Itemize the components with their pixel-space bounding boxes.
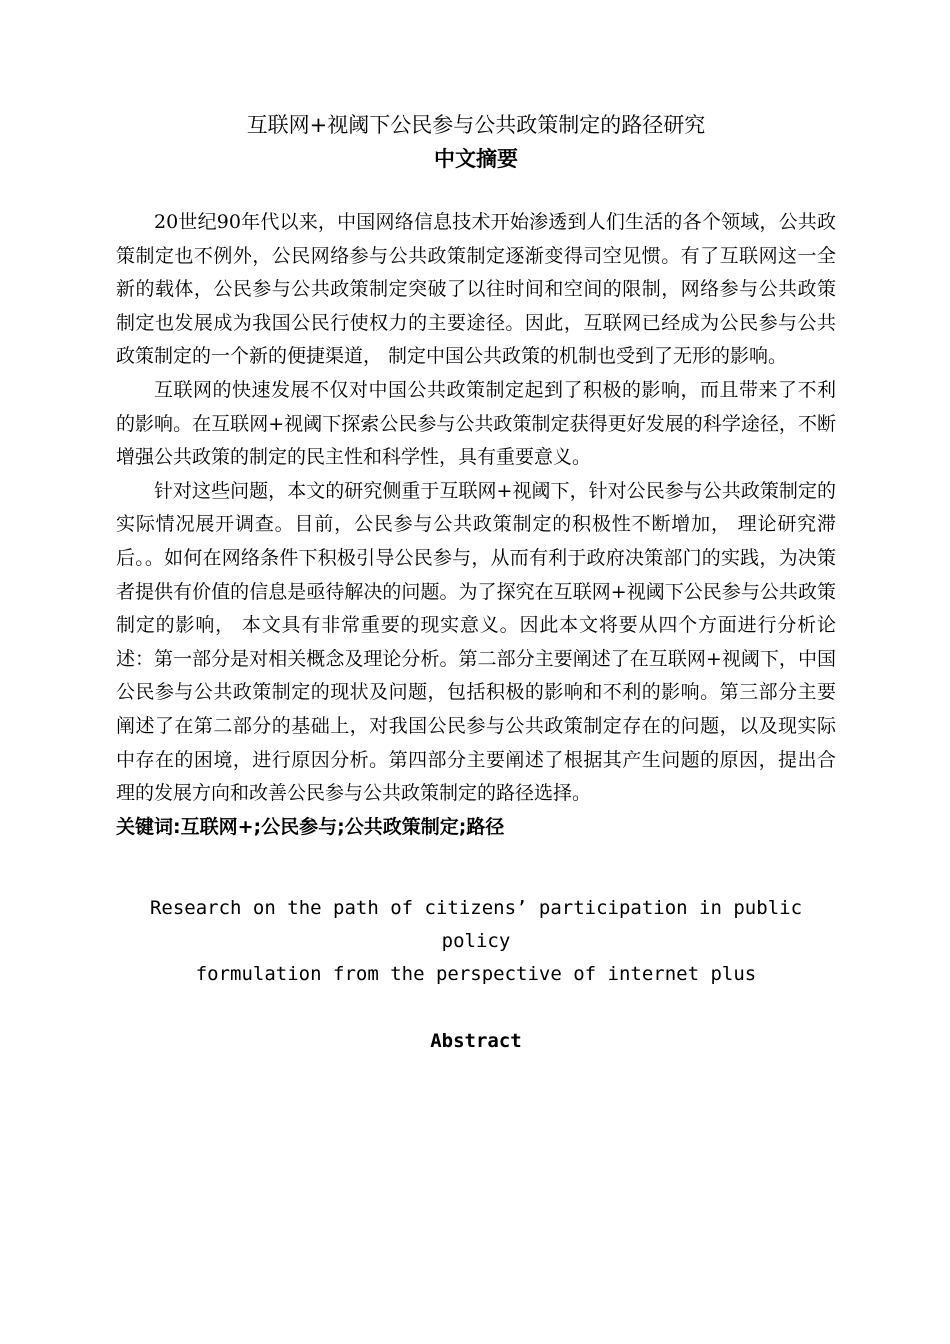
keywords-line: 关键词:互联网+;公民参与;公共政策制定;路径 <box>116 815 505 838</box>
abstract-paragraph-2: 互联网的快速发展不仅对中国公共政策制定起到了积极的影响，而且带来了不利的影响。在互联网+视阈下探索公民参与公共政策制定获得更好发展的科学途径，不断增强公共政策的制定的民主性和科学性，具有重要意义。 <box>116 378 836 469</box>
english-title-line-1: Research on the path of citizens’ participation in public policy <box>149 897 803 953</box>
chinese-title: 互联网+视阈下公民参与公共政策制定的路径研究 <box>246 113 706 137</box>
abstract-paragraph-3: 针对这些问题，本文的研究侧重于互联网+视阈下，针对公民参与公共政策制定的实际情况展开调查。目前，公民参与公共政策制定的积极性不断增加， 理论研究滞后。。如何在网络条件下积极引导公民参与，从而有利于政府决策部门的实践，为决策者提供有价值的信息是亟待解决的问题。为了探究在互联网+视阈下公民参与公共政策制定的影响， 本文具有非常重要的现实意义。因此本文将要从四个方面进行分析论述：第一部分是对相关概念及理论分析。第二部分主要阐述了在互联网+视阈下，中国公民参与公共政策制定的现状及问题，包括积极的影响和不利的影响。第三部分主要阐述了在第二部分的基础上，对我国公民参与公共政策制定存在的问题，以及现实际中存在的困境，进行原因分析。第四部分主要阐述了根据其产生问题的原因，提出合理的发展方向和改善公民参与公共政策制定的路径选择。 <box>116 479 836 805</box>
english-abstract-heading: Abstract <box>430 1030 522 1053</box>
english-title <box>116 892 836 991</box>
abstract-paragraph-1: 20世纪90年代以来，中国网络信息技术开始渗透到人们生活的各个领域，公共政策制定也不例外，公民网络参与公共政策制定逐渐变得司空见惯。有了互联网这一全新的载体，公民参与公共政策制定突破了以往时间和空间的限制，网络参与公共政策制定也发展成为我国公民行使权力的主要途径。因此，互联网已经成为公民参与公共政策制定的一个新的便捷渠道， 制定中国公共政策的机制也受到了无形的影响。 <box>116 211 836 368</box>
english-title-line-2: formulation from the perspective of internet plus <box>195 963 757 986</box>
document-page <box>116 108 836 1058</box>
chinese-abstract-heading: 中文摘要 <box>434 147 518 171</box>
